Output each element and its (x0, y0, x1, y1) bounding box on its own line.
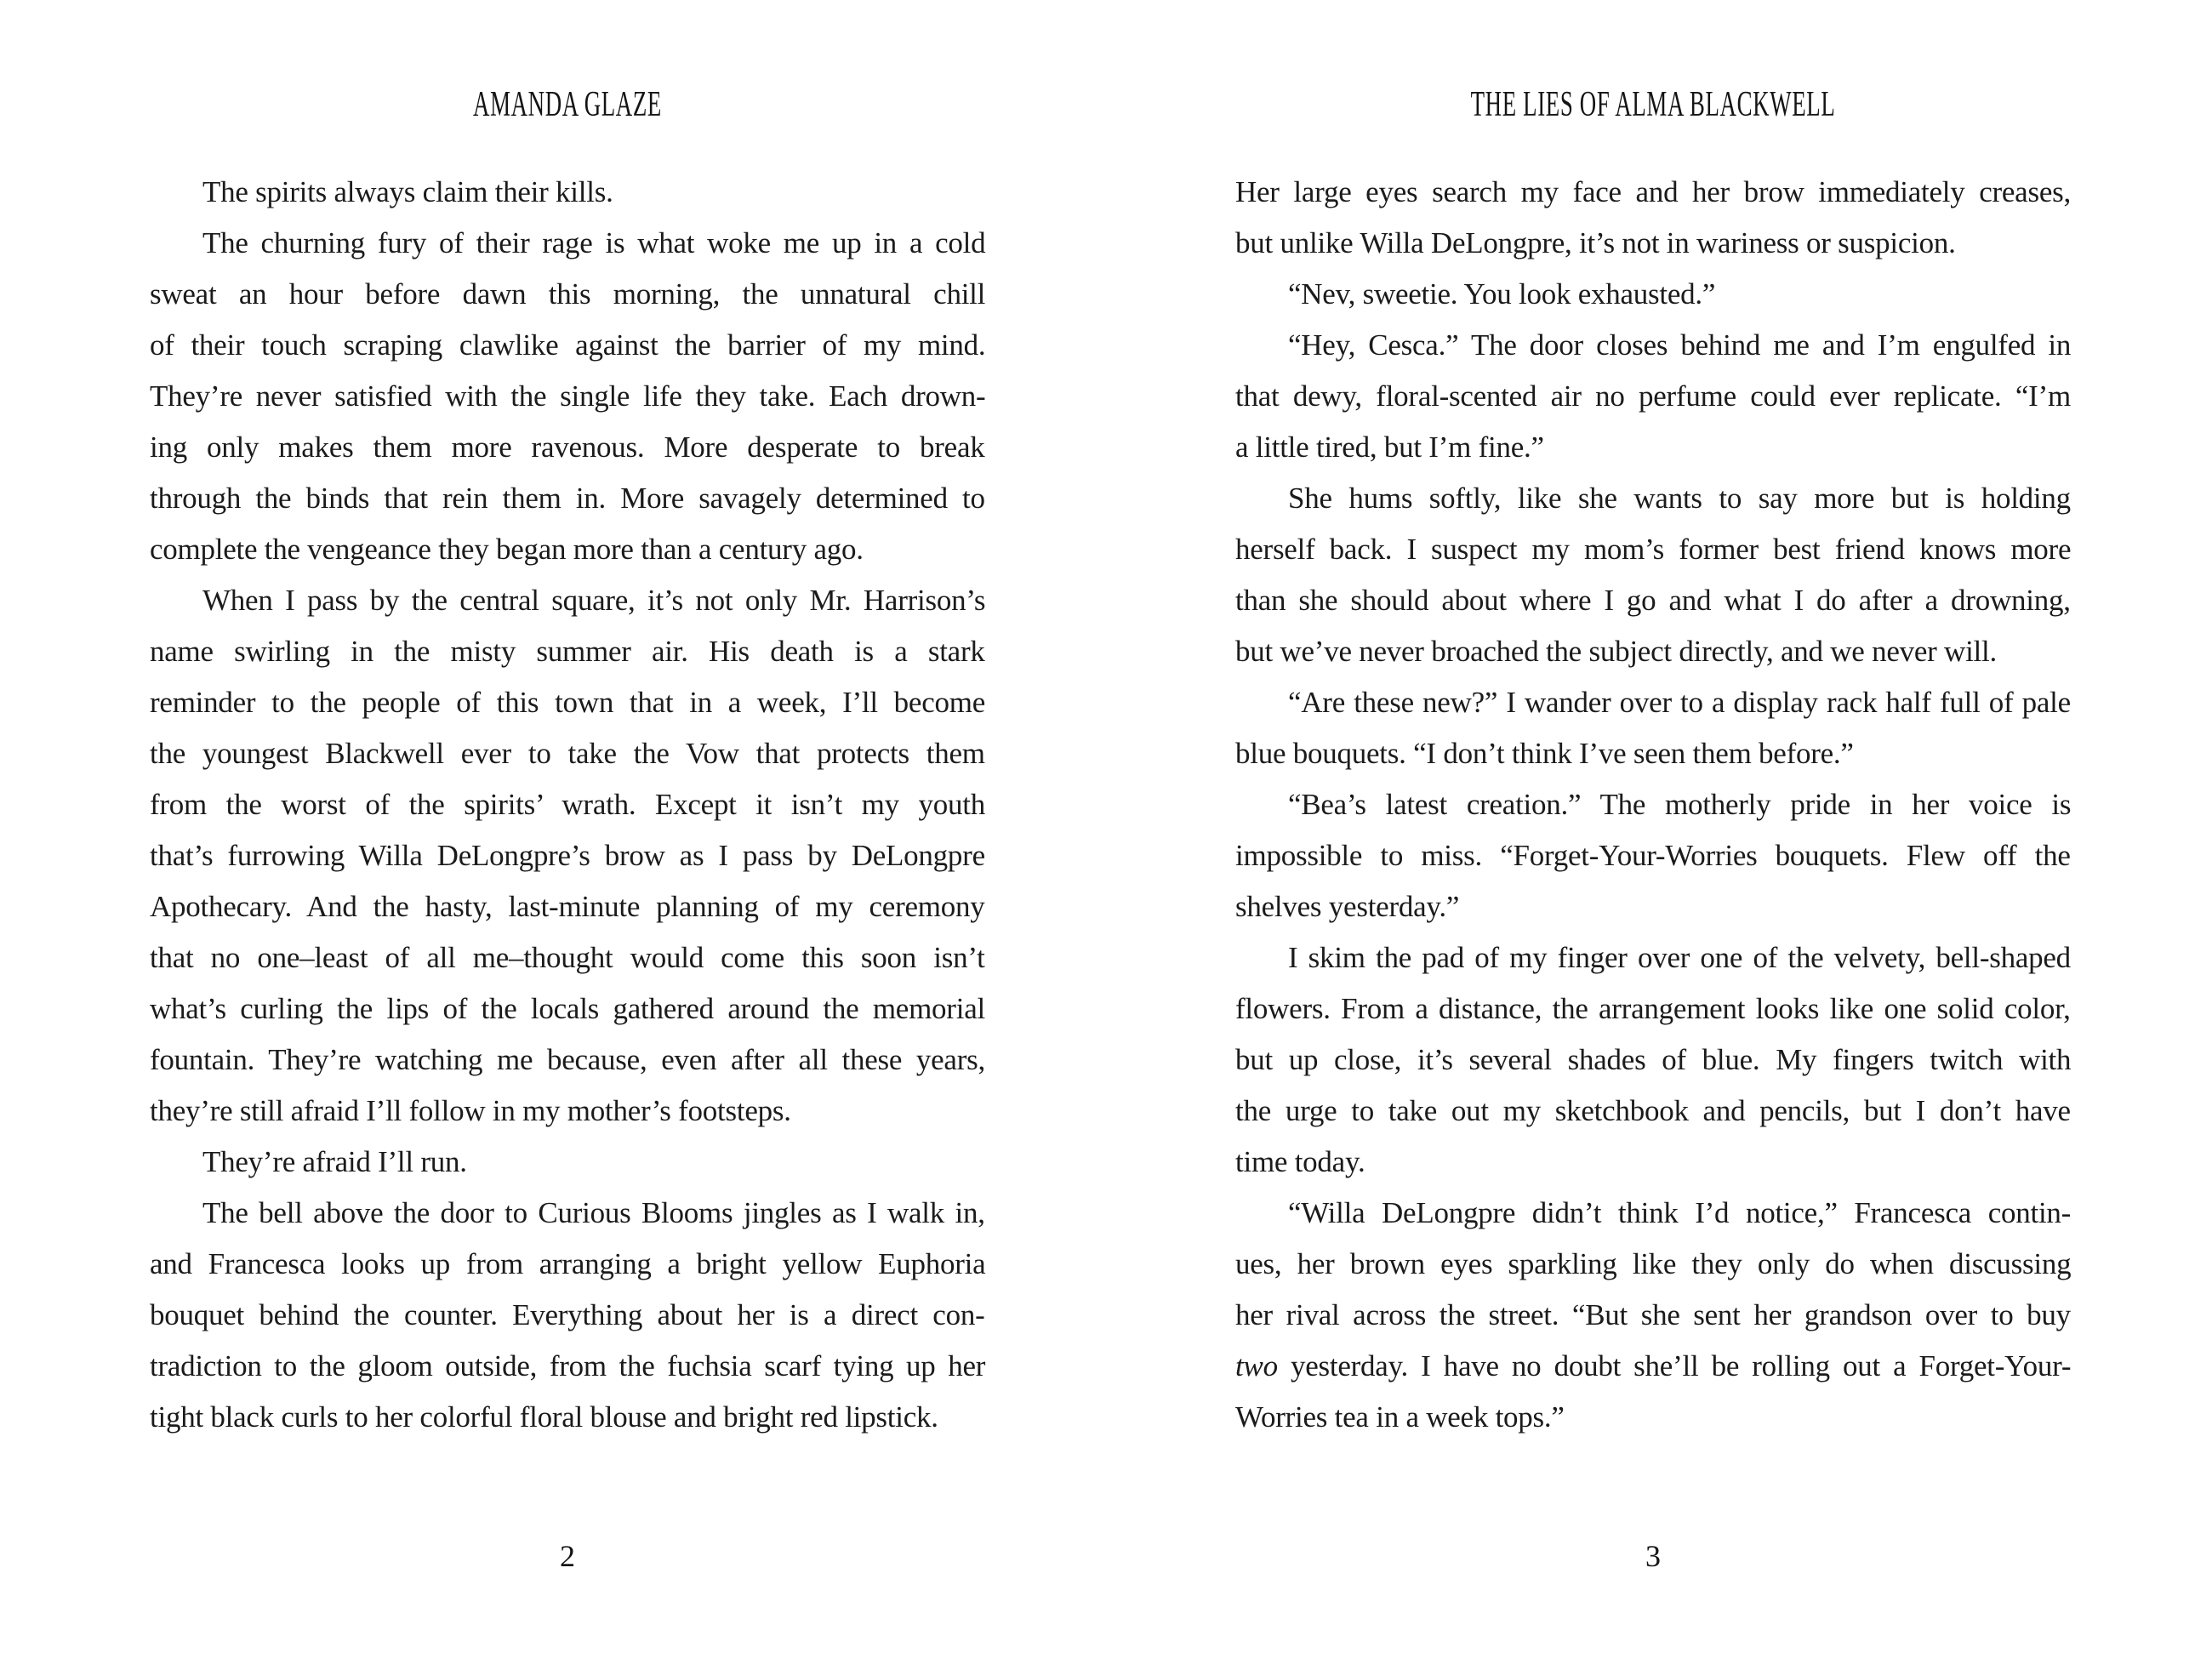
text-line: When I pass by the central square, it’s not only Mr. Harrison’s (202, 584, 986, 617)
text-line: The churning fury of their rage is what woke me up in a cold (202, 226, 986, 259)
text-line: that no one–least of all me–thought would come this soon isn’t (150, 941, 985, 974)
text-line: herself back. I suspect my mom’s former best friend knows more (1235, 533, 2072, 566)
text-line: but up close, it’s several shades of blue. My fingers twitch with (1235, 1043, 2072, 1076)
page-left (150, 0, 985, 1659)
text-line: than she should about where I go and what I do after a drowning, (1235, 584, 2071, 617)
text-line: that dewy, floral-scented air no perfume could ever replicate. “I’m (1235, 379, 2071, 413)
text-line: I skim the pad of my finger over one of the velvety, bell-shaped (1288, 941, 2071, 974)
text-line: that’s furrowing Willa DeLongpre’s brow as I pass by DeLongpre (150, 839, 985, 872)
text-line: but we’ve never broached the subject directly, and we never will. (1235, 635, 1997, 668)
text-line: flowers. From a distance, the arrangement looks like one solid color, (1235, 992, 2071, 1025)
running-head-author: AMANDA GLAZE (473, 85, 662, 124)
text-line: Apothecary. And the hasty, last-minute planning of my ceremony (150, 890, 985, 923)
page-number-left: 2 (560, 1539, 575, 1573)
text-line: The spirits always claim their kills. (202, 175, 613, 208)
page-body-left (150, 167, 985, 1443)
text-line: reminder to the people of this town that in a week, I’ll become (150, 686, 986, 719)
text-line: The bell above the door to Curious Blooms jingles as I walk in, (202, 1196, 985, 1229)
running-head-title: THE LIES OF ALMA BLACKWELL (1470, 85, 1836, 124)
text-line: but unlike Willa DeLongpre, it’s not in wariness or suspicion. (1235, 226, 1956, 259)
page-number-right: 3 (1645, 1539, 1661, 1573)
text-line: ing only makes them more ravenous. More desperate to break (150, 430, 985, 464)
text-line: sweat an hour before dawn this morning, the unnatural chill (150, 277, 986, 311)
text-line: They’re never satisfied with the single life they take. Each drown- (150, 379, 986, 413)
text-line: “Are these new?” I wander over to a display rack half full of pale (1288, 686, 2071, 719)
text-line: They’re afraid I’ll run. (202, 1145, 467, 1178)
text-line: She hums softly, like she wants to say more but is holding (1288, 482, 2071, 515)
text-line: time today. (1235, 1145, 1365, 1178)
text-line: Her large eyes search my face and her brow immediately creases, (1235, 175, 2071, 208)
text-line: of their touch scraping clawlike against the barrier of my mind. (150, 328, 986, 362)
text-line: Worries tea in a week tops.” (1235, 1400, 1565, 1434)
text-line: complete the vengeance they began more than a century ago. (150, 533, 864, 566)
text-line: the urge to take out my sketchbook and pencils, but I don’t have (1235, 1094, 2071, 1127)
text-line: from the worst of the spirits’ wrath. Except it isn’t my youth (150, 788, 985, 821)
text-line: impossible to miss. “Forget-Your-Worries bouquets. Flew off the (1235, 839, 2071, 872)
text-line: two yesterday. I have no doubt she’ll be rolling out a Forget-Your- (1235, 1349, 2072, 1382)
text-line: through the binds that rein them in. More savagely determined to (150, 482, 985, 515)
text-line: “Willa DeLongpre didn’t think I’d notice,” Francesca contin- (1288, 1196, 2072, 1229)
text-line: name swirling in the misty summer air. His death is a stark (150, 635, 985, 668)
text-line: shelves yesterday.” (1235, 890, 1460, 923)
text-line: bouquet behind the counter. Everything about her is a direct con- (150, 1298, 985, 1331)
text-line: a little tired, but I’m fine.” (1235, 430, 1544, 464)
text-line: fountain. They’re watching me because, even after all these years, (150, 1043, 985, 1076)
text-line: what’s curling the lips of the locals gathered around the memorial (150, 992, 985, 1025)
text-line: they’re still afraid I’ll follow in my mother’s footsteps. (150, 1094, 791, 1127)
page-right (1235, 0, 2071, 1659)
text-line: tradiction to the gloom outside, from the fuchsia scarf tying up her (150, 1349, 986, 1382)
text-line: the youngest Blackwell ever to take the Vow that protects them (150, 737, 985, 770)
text-line: “Hey, Cesca.” The door closes behind me and I’m engulfed in (1288, 328, 2072, 362)
text-line: ues, her brown eyes sparkling like they only do when discussing (1235, 1247, 2072, 1280)
text-line: tight black curls to her colorful floral blouse and bright red lipstick. (150, 1400, 938, 1434)
text-line: and Francesca looks up from arranging a bright yellow Euphoria (150, 1247, 986, 1280)
text-line: blue bouquets. “I don’t think I’ve seen them before.” (1235, 737, 1854, 770)
page-body-right (1235, 167, 2071, 1443)
text-line: her rival across the street. “But she sent her grandson over to buy (1235, 1298, 2071, 1331)
text-line: “Nev, sweetie. You look exhausted.” (1288, 277, 1716, 311)
text-line: “Bea’s latest creation.” The motherly pride in her voice is (1288, 788, 2072, 821)
